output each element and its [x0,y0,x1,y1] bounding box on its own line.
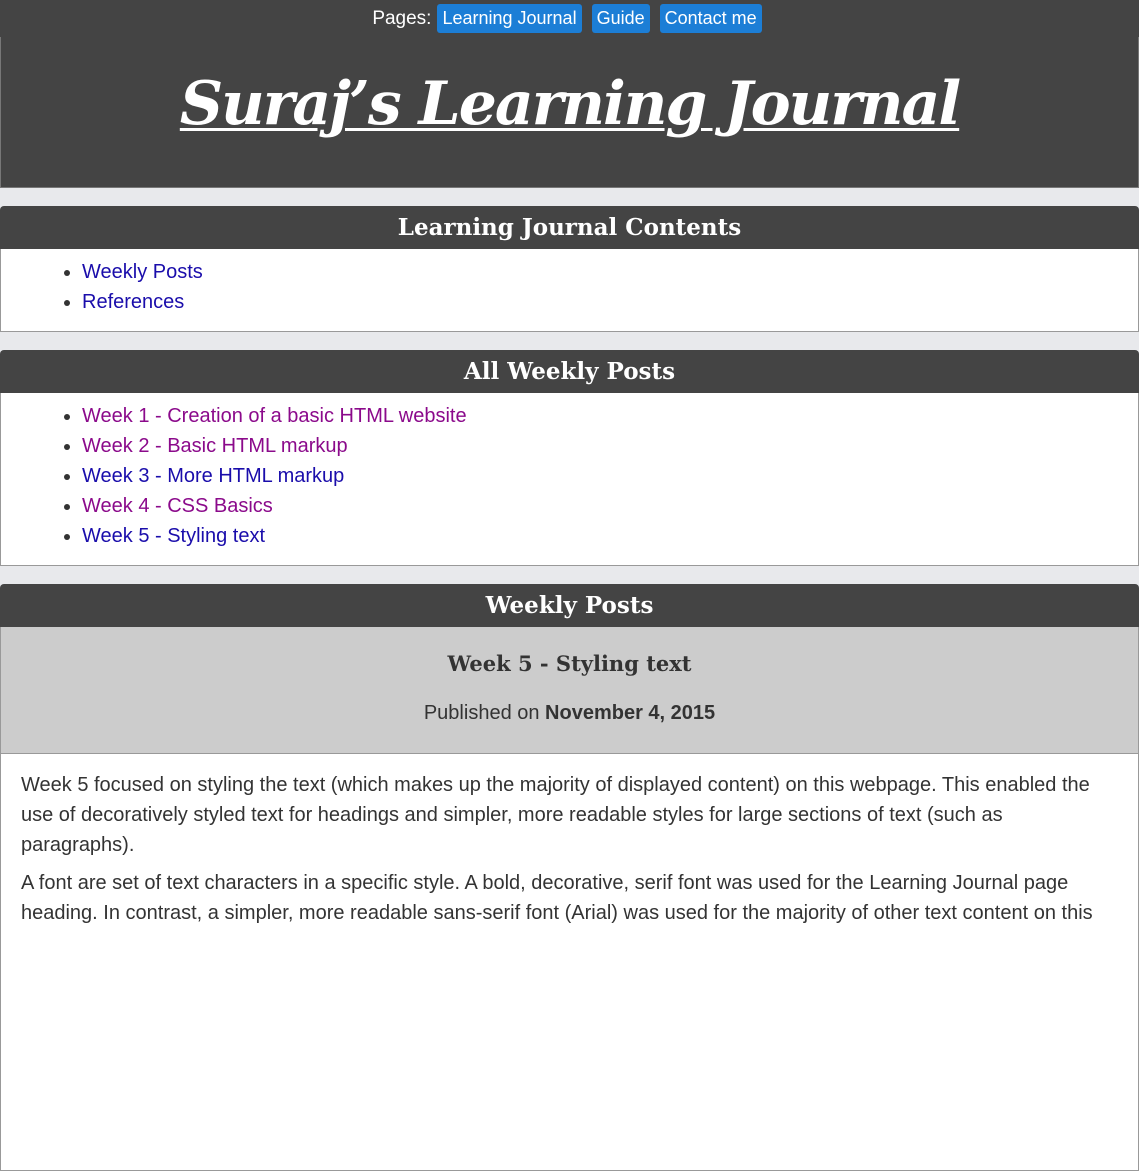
weekly-posts-panel [0,584,1139,1171]
published-label: Published on [423,702,546,724]
post-link-week-2[interactable]: Week 2 - Basic HTML markup [82,435,348,457]
post-link-week-5[interactable]: Week 5 - Styling text [82,525,266,547]
post-header [0,627,1139,754]
weekly-posts-list [1,393,1138,565]
pages-label: Pages: [372,7,432,29]
nav-button-guide[interactable]: Guide [592,4,650,33]
nav-button-learning-journal[interactable]: Learning Journal [437,4,581,33]
list-item [82,461,1138,491]
post-date [1,702,1138,725]
contents-link-references[interactable]: References [82,291,185,313]
post-link-week-3[interactable]: Week 3 - More HTML markup [82,465,345,487]
nav-button-contact-me[interactable]: Contact me [660,4,762,33]
post-paragraph: Week 5 focused on styling the text (which makes up the majority of displayed content) on this webpage. This enabled the use of decoratively styled text for headings and simpler, more readable styles for large sections of text (such as paragraphs). [21,774,1090,856]
post-title: Week 5 - Styling text [447,651,692,676]
post-link-week-4[interactable]: Week 4 - CSS Basics [82,495,273,517]
site-banner [0,37,1139,188]
list-item [82,287,1138,317]
all-weekly-posts-panel [0,350,1139,566]
post-link-week-1[interactable]: Week 1 - Creation of a basic HTML website [82,405,467,427]
list-item [82,431,1138,461]
list-item [82,521,1138,551]
published-date: November 4, 2015 [545,702,716,724]
all-weekly-posts-heading: All Weekly Posts [0,350,1139,393]
site-title: Suraj’s Learning Journal [179,69,960,139]
list-item [82,257,1138,287]
post-body [0,754,1139,1171]
post-paragraph: A font are set of text characters in a specific style. A bold, decorative, serif font was used for the Learning Journal page heading. In contrast, a simpler, more readable sans-serif font (Arial) was used for the majority of other text content on this [21,872,1093,924]
contents-list [1,249,1138,331]
list-item [82,401,1138,431]
weekly-posts-heading: Weekly Posts [0,584,1139,627]
contents-heading: Learning Journal Contents [0,206,1139,249]
top-navigation [0,0,1139,37]
contents-link-weekly-posts[interactable]: Weekly Posts [82,261,203,283]
contents-panel [0,206,1139,332]
list-item [82,491,1138,521]
